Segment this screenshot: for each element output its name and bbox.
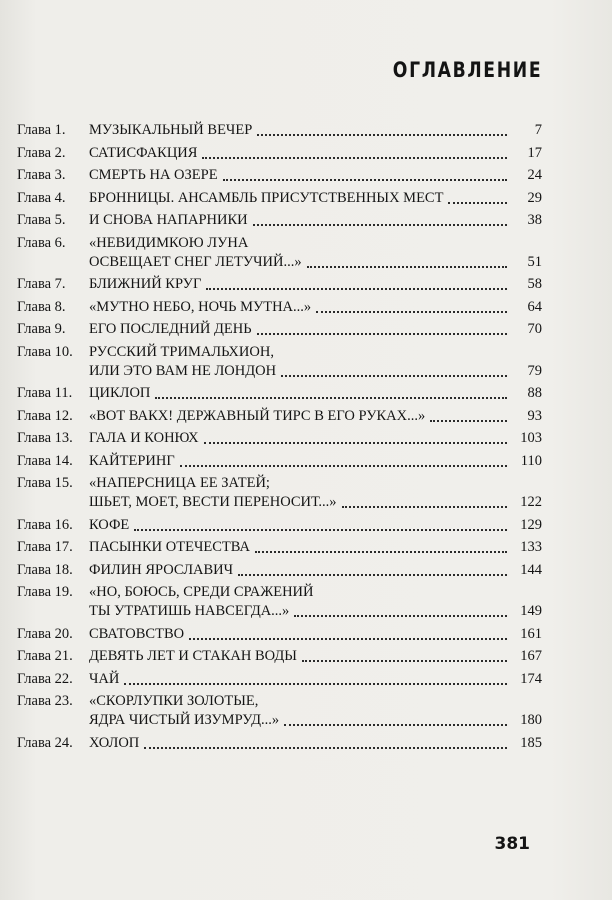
chapter-label: Глава 16. bbox=[17, 516, 73, 533]
toc-entry bbox=[17, 474, 542, 512]
chapter-title bbox=[89, 692, 510, 730]
chapter-title bbox=[89, 670, 510, 689]
dot-leader bbox=[189, 637, 507, 640]
chapter-title bbox=[89, 211, 510, 230]
dot-leader bbox=[448, 201, 507, 204]
chapter-page-number: 149 bbox=[520, 603, 542, 619]
chapter-title-line: ЧАЙ bbox=[89, 670, 120, 687]
chapter-title-line: «МУТНО НЕБО, НОЧЬ МУТНА...» bbox=[89, 298, 312, 315]
chapter-label: Глава 19. bbox=[17, 584, 73, 600]
chapter-title-line: МУЗЫКАЛЬНЫЙ ВЕЧЕР bbox=[89, 122, 253, 138]
chapter-title bbox=[89, 189, 510, 208]
toc-entry bbox=[17, 561, 542, 580]
chapter-label: Глава 24. bbox=[17, 734, 73, 751]
toc-entry bbox=[17, 583, 542, 621]
chapter-title-line: БЛИЖНИЙ КРУГ bbox=[89, 276, 202, 292]
chapter-title-line: ГАЛА И КОНЮХ bbox=[89, 430, 199, 446]
chapter-title-line: ПАСЫНКИ ОТЕЧЕСТВА bbox=[89, 539, 251, 555]
chapter-title-line: «НО, БОЮСЬ, СРЕДИ СРАЖЕНИЙ bbox=[89, 584, 314, 600]
toc-entry bbox=[17, 647, 542, 666]
chapter-title-line: «НЕВИДИМКОЮ ЛУНА bbox=[89, 234, 249, 251]
chapter-title-line: САТИСФАКЦИЯ bbox=[89, 144, 198, 161]
chapter-title-line: «ВОТ ВАКХ! ДЕРЖАВНЫЙ ТИРС В ЕГО РУКАХ...» bbox=[89, 407, 426, 424]
chapter-title-line: ХОЛОП bbox=[89, 734, 140, 751]
toc-entry bbox=[17, 452, 542, 471]
toc-entry bbox=[17, 516, 542, 535]
chapter-title bbox=[89, 429, 510, 448]
chapter-page-number: 167 bbox=[520, 648, 542, 664]
toc-entry bbox=[17, 384, 542, 403]
toc-entry bbox=[17, 275, 542, 294]
dot-leader bbox=[294, 614, 507, 617]
toc-entry bbox=[17, 538, 542, 557]
chapter-title-line: ЯДРА ЧИСТЫЙ ИЗУМРУД...» bbox=[89, 712, 280, 728]
toc-entry bbox=[17, 121, 542, 140]
dot-leader bbox=[255, 550, 507, 553]
toc-entry bbox=[17, 189, 542, 208]
toc-entry bbox=[17, 144, 542, 163]
chapter-page-number: 70 bbox=[527, 321, 542, 337]
dot-leader bbox=[342, 505, 507, 508]
toc-entry bbox=[17, 625, 542, 644]
dot-leader bbox=[257, 133, 507, 136]
chapter-title bbox=[89, 538, 510, 557]
chapter-label: Глава 8. bbox=[17, 298, 66, 315]
chapter-page-number: 122 bbox=[520, 494, 542, 510]
chapter-page-number: 93 bbox=[527, 407, 542, 424]
chapter-title bbox=[89, 583, 510, 621]
toc-entry bbox=[17, 692, 542, 730]
chapter-title-line: «НАПЕРСНИЦА ЕЕ ЗАТЕЙ; bbox=[89, 475, 270, 491]
chapter-page-number: 51 bbox=[527, 253, 542, 270]
chapter-title bbox=[89, 144, 510, 163]
toc-entry bbox=[17, 320, 542, 339]
toc-entry bbox=[17, 298, 542, 317]
page-title: ОГЛАВЛЕНИЕ bbox=[392, 58, 542, 82]
chapter-label: Глава 4. bbox=[17, 189, 66, 206]
chapter-title bbox=[89, 166, 510, 185]
chapter-page-number: 161 bbox=[520, 625, 542, 642]
dot-leader bbox=[316, 310, 507, 313]
chapter-label: Глава 5. bbox=[17, 212, 66, 228]
chapter-title-line: ТЫ УТРАТИШЬ НАВСЕГДА...» bbox=[89, 603, 290, 619]
dot-leader bbox=[302, 659, 507, 662]
dot-leader bbox=[223, 178, 507, 181]
chapter-title-line: СВАТОВСТВО bbox=[89, 625, 185, 642]
chapter-page-number: 185 bbox=[520, 734, 542, 751]
toc-entry bbox=[17, 166, 542, 185]
chapter-title bbox=[89, 452, 510, 471]
chapter-label: Глава 20. bbox=[17, 625, 73, 642]
chapter-page-number: 24 bbox=[527, 167, 542, 183]
page-number: 381 bbox=[494, 834, 530, 854]
toc-entry bbox=[17, 734, 542, 753]
dot-leader bbox=[307, 265, 507, 268]
chapter-title-line: ИЛИ ЭТО ВАМ НЕ ЛОНДОН bbox=[89, 362, 277, 379]
chapter-title bbox=[89, 298, 510, 317]
chapter-title bbox=[89, 561, 510, 580]
chapter-title bbox=[89, 516, 510, 535]
dot-leader bbox=[206, 287, 507, 290]
chapter-title bbox=[89, 234, 510, 272]
chapter-page-number: 129 bbox=[520, 516, 542, 533]
dot-leader bbox=[124, 682, 507, 685]
chapter-title bbox=[89, 647, 510, 666]
dot-leader bbox=[180, 464, 507, 467]
chapter-label: Глава 11. bbox=[17, 385, 73, 401]
chapter-label: Глава 18. bbox=[17, 561, 73, 578]
chapter-label: Глава 14. bbox=[17, 452, 73, 469]
dot-leader bbox=[430, 419, 507, 422]
chapter-label: Глава 17. bbox=[17, 539, 73, 555]
chapter-label: Глава 21. bbox=[17, 648, 73, 664]
dot-leader bbox=[204, 441, 507, 444]
chapter-title-line: РУССКИЙ ТРИМАЛЬХИОН, bbox=[89, 343, 274, 360]
chapter-page-number: 79 bbox=[527, 362, 542, 379]
toc-entry bbox=[17, 343, 542, 381]
chapter-title bbox=[89, 384, 510, 403]
chapter-label: Глава 23. bbox=[17, 693, 73, 709]
chapter-page-number: 64 bbox=[527, 298, 542, 315]
dot-leader bbox=[253, 223, 507, 226]
table-of-contents bbox=[17, 121, 542, 756]
chapter-label: Глава 10. bbox=[17, 343, 73, 360]
chapter-title-line: ДЕВЯТЬ ЛЕТ И СТАКАН ВОДЫ bbox=[89, 648, 297, 664]
dot-leader bbox=[257, 332, 507, 335]
chapter-label: Глава 6. bbox=[17, 234, 66, 251]
dot-leader bbox=[155, 396, 507, 399]
chapter-title bbox=[89, 275, 510, 294]
chapter-label: Глава 9. bbox=[17, 321, 66, 337]
chapter-title-line: ЦИКЛОП bbox=[89, 385, 151, 401]
chapter-page-number: 144 bbox=[520, 561, 542, 578]
toc-entry bbox=[17, 407, 542, 426]
chapter-label: Глава 3. bbox=[17, 167, 66, 183]
dot-leader bbox=[134, 528, 507, 531]
chapter-label: Глава 12. bbox=[17, 407, 73, 424]
chapter-label: Глава 7. bbox=[17, 276, 66, 292]
chapter-page-number: 88 bbox=[527, 385, 542, 401]
chapter-page-number: 133 bbox=[520, 539, 542, 555]
dot-leader bbox=[144, 746, 507, 749]
chapter-page-number: 180 bbox=[520, 712, 542, 728]
toc-entry bbox=[17, 234, 542, 272]
chapter-page-number: 38 bbox=[527, 212, 542, 228]
chapter-title bbox=[89, 734, 510, 753]
chapter-title bbox=[89, 625, 510, 644]
chapter-label: Глава 1. bbox=[17, 122, 66, 138]
dot-leader bbox=[202, 156, 507, 159]
chapter-title-line: И СНОВА НАПАРНИКИ bbox=[89, 212, 248, 228]
toc-entry bbox=[17, 211, 542, 230]
chapter-label: Глава 15. bbox=[17, 475, 73, 491]
chapter-label: Глава 2. bbox=[17, 144, 66, 161]
chapter-title bbox=[89, 474, 510, 512]
chapter-title-line: ЕГО ПОСЛЕДНИЙ ДЕНЬ bbox=[89, 321, 252, 337]
chapter-page-number: 29 bbox=[527, 189, 542, 206]
dot-leader bbox=[284, 723, 507, 726]
chapter-page-number: 17 bbox=[527, 144, 542, 161]
chapter-title-line: ОСВЕЩАЕТ СНЕГ ЛЕТУЧИЙ...» bbox=[89, 253, 302, 270]
chapter-title bbox=[89, 407, 510, 426]
chapter-title-line: «СКОРЛУПКИ ЗОЛОТЫЕ, bbox=[89, 693, 259, 709]
dot-leader bbox=[238, 573, 507, 576]
chapter-page-number: 58 bbox=[527, 276, 542, 292]
chapter-title-line: ШЬЕТ, МОЕТ, ВЕСТИ ПЕРЕНОСИТ...» bbox=[89, 494, 337, 510]
chapter-page-number: 110 bbox=[520, 452, 542, 469]
chapter-title-line: БРОННИЦЫ. АНСАМБЛЬ ПРИСУТСТВЕННЫХ МЕСТ bbox=[89, 189, 444, 206]
chapter-title-line: КАЙТЕРИНГ bbox=[89, 452, 175, 469]
chapter-label: Глава 22. bbox=[17, 670, 73, 687]
toc-entry bbox=[17, 429, 542, 448]
chapter-page-number: 174 bbox=[520, 670, 542, 687]
toc-entry bbox=[17, 670, 542, 689]
chapter-title bbox=[89, 320, 510, 339]
chapter-page-number: 7 bbox=[534, 122, 542, 138]
chapter-title-line: СМЕРТЬ НА ОЗЕРЕ bbox=[89, 167, 218, 183]
chapter-title bbox=[89, 343, 510, 381]
chapter-label: Глава 13. bbox=[17, 430, 73, 446]
chapter-title-line: КОФЕ bbox=[89, 516, 130, 533]
chapter-title bbox=[89, 121, 510, 140]
chapter-page-number: 103 bbox=[520, 430, 542, 446]
dot-leader bbox=[281, 374, 507, 377]
chapter-title-line: ФИЛИН ЯРОСЛАВИЧ bbox=[89, 561, 234, 578]
